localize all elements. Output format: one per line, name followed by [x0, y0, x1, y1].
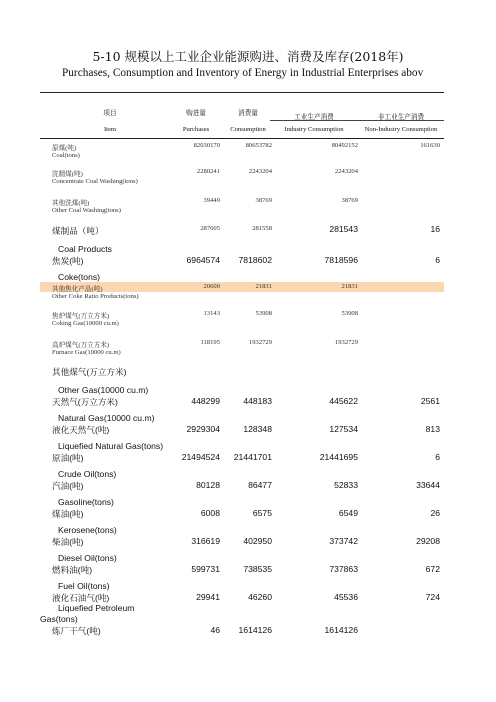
row-label: Gas(tons) — [40, 614, 78, 624]
row-label-english: Concentrate Coal Washing(tons) — [52, 178, 138, 185]
row-label: 燃料油(吨) — [52, 565, 93, 575]
cell-consumption: 1932729 — [248, 339, 272, 346]
cell-industry: 52833 — [334, 480, 358, 490]
cell-purchases: 448299 — [191, 396, 220, 406]
cell-nonindustry: 724 — [425, 592, 440, 602]
cell-nonindustry: 16 — [430, 224, 440, 234]
cell-purchases: 599731 — [191, 564, 220, 574]
cell-industry: 7818596 — [324, 255, 358, 265]
cell-industry: 1614126 — [324, 625, 358, 635]
cell-nonindustry: 6 — [435, 255, 440, 265]
cell-purchases: 6008 — [200, 508, 220, 518]
cell-purchases: 287605 — [200, 225, 220, 232]
row-label: 原油(吨) — [52, 453, 84, 463]
cell-purchases: 39449 — [203, 197, 220, 204]
row-label: 焦炉煤气(万立方米) — [52, 313, 110, 320]
cell-industry: 6549 — [338, 508, 358, 518]
cell-consumption: 38769 — [255, 197, 272, 204]
row-label: Other Gas(10000 cu.m) — [58, 385, 149, 395]
cell-consumption: 6575 — [252, 508, 272, 518]
row-label: Coke(tons) — [58, 272, 101, 282]
cell-industry: 737863 — [329, 564, 358, 574]
cell-purchases: 82030170 — [193, 142, 220, 149]
cell-consumption: 128348 — [243, 424, 272, 434]
header-item-cn: 项目 — [103, 110, 117, 117]
row-label-english: Coking Gas(10000 cu.m) — [52, 320, 119, 327]
cell-industry: 38769 — [341, 197, 358, 204]
cell-purchases: 2280241 — [196, 168, 220, 175]
cell-purchases: 46 — [210, 625, 220, 635]
header-purchases-cn: 购进量 — [186, 110, 206, 117]
cell-nonindustry: 33644 — [416, 480, 440, 490]
header-consumption-cn: 消费量 — [238, 110, 258, 117]
cell-nonindustry: 2561 — [420, 396, 440, 406]
row-label-english: Furnace Gas(10000 cu.m) — [52, 349, 121, 356]
header-consumption-en: Consumption — [230, 126, 266, 133]
cell-consumption: 21441701 — [233, 452, 272, 462]
row-label: Diesel Oil(tons) — [58, 553, 117, 563]
cell-purchases: 13143 — [203, 310, 220, 317]
header-item-en: Item — [103, 126, 117, 133]
row-label: Liquefied Natural Gas(tons) — [58, 441, 164, 451]
row-label: Kerosene(tons) — [58, 525, 117, 535]
cell-industry: 2243204 — [334, 168, 358, 175]
row-label: 柴油(吨) — [52, 537, 84, 547]
row-label: 洗精煤(吨) — [52, 171, 83, 178]
cell-consumption: 402950 — [243, 536, 272, 546]
row-label: 其他煤气(万立方米) — [52, 367, 127, 377]
cell-consumption: 80653782 — [245, 142, 272, 149]
cell-consumption: 21831 — [255, 283, 272, 290]
row-label: 天然气(万立方米) — [52, 397, 118, 407]
cell-nonindustry: 672 — [425, 564, 440, 574]
table-title-english: Purchases, Consumption and Inventory of Energy in Industrial Enterprises abov — [62, 67, 424, 79]
row-label: 其他焦化产品(吨) — [52, 286, 103, 293]
cell-industry: 373742 — [329, 536, 358, 546]
cell-industry: 127534 — [329, 424, 358, 434]
cell-purchases: 21494524 — [181, 452, 220, 462]
cell-nonindustry: 161630 — [420, 142, 440, 149]
cell-consumption: 46260 — [248, 592, 272, 602]
row-label: 汽油(吨) — [52, 481, 84, 491]
header-nonindustry-cn: 非工业生产消费 — [377, 114, 425, 121]
header-bottom-rule — [40, 138, 444, 139]
row-label: 高炉煤气(万立方米) — [52, 342, 110, 349]
table-top-rule — [40, 92, 444, 93]
row-label: Fuel Oil(tons) — [58, 581, 110, 591]
cell-nonindustry: 6 — [435, 452, 440, 462]
row-label: Gasoline(tons) — [58, 497, 114, 507]
cell-industry: 45536 — [334, 592, 358, 602]
table-title-chinese: 5-10 规模以上工业企业能源购进、消费及库存(2018年) — [92, 49, 404, 64]
cell-industry: 281543 — [329, 224, 358, 234]
row-label-english: Other Coal Washing(tons) — [52, 207, 121, 214]
row-label: Natural Gas(10000 cu.m) — [58, 413, 155, 423]
row-label: 焦炭(吨) — [52, 256, 84, 266]
cell-industry: 445622 — [329, 396, 358, 406]
cell-consumption: 86477 — [248, 480, 272, 490]
row-label: 原煤(吨) — [52, 145, 77, 152]
row-label: 液化石油气(吨) — [52, 593, 110, 603]
cell-consumption: 281558 — [252, 225, 272, 232]
row-label: 煤制品（吨） — [52, 226, 104, 236]
cell-industry: 53908 — [341, 310, 358, 317]
cell-consumption: 7818602 — [238, 255, 272, 265]
header-industry-en: Industry Consumption — [284, 126, 344, 133]
cell-nonindustry: 813 — [425, 424, 440, 434]
cell-purchases: 20600 — [203, 283, 220, 290]
cell-consumption: 53908 — [255, 310, 272, 317]
cell-purchases: 6964574 — [186, 255, 220, 265]
header-nonindustry-en: Non-Industry Consumption — [364, 126, 438, 133]
cell-consumption: 448183 — [243, 396, 272, 406]
cell-consumption: 1614126 — [238, 625, 272, 635]
cell-nonindustry: 26 — [430, 508, 440, 518]
cell-purchases: 29941 — [196, 592, 220, 602]
row-label-english: Other Coke Ratio Products(tons) — [52, 293, 139, 300]
row-label: 其他洗煤(吨) — [52, 200, 90, 207]
cell-purchases: 118195 — [200, 339, 220, 346]
cell-purchases: 316619 — [191, 536, 220, 546]
cell-industry: 80492152 — [331, 142, 358, 149]
cell-industry: 1932729 — [334, 339, 358, 346]
cell-industry: 21441695 — [319, 452, 358, 462]
row-label: Liquefied Petroleum — [58, 603, 135, 613]
cell-consumption: 738535 — [243, 564, 272, 574]
row-label: Crude Oil(tons) — [58, 469, 117, 479]
row-label: 炼厂干气(吨) — [52, 626, 101, 636]
cell-purchases: 2929304 — [186, 424, 220, 434]
row-label: Coal Products — [58, 244, 112, 254]
header-purchases-en: Purchases — [182, 126, 210, 133]
cell-purchases: 80128 — [196, 480, 220, 490]
cell-industry: 21831 — [341, 283, 358, 290]
cell-consumption: 2243204 — [248, 168, 272, 175]
row-label-english: Coal(tons) — [52, 152, 80, 159]
row-label: 煤油(吨) — [52, 509, 84, 519]
row-label: 液化天然气(吨) — [52, 425, 110, 435]
cell-nonindustry: 29208 — [416, 536, 440, 546]
header-sub-rule — [270, 120, 444, 121]
header-industry-cn: 工业生产消费 — [294, 114, 334, 121]
